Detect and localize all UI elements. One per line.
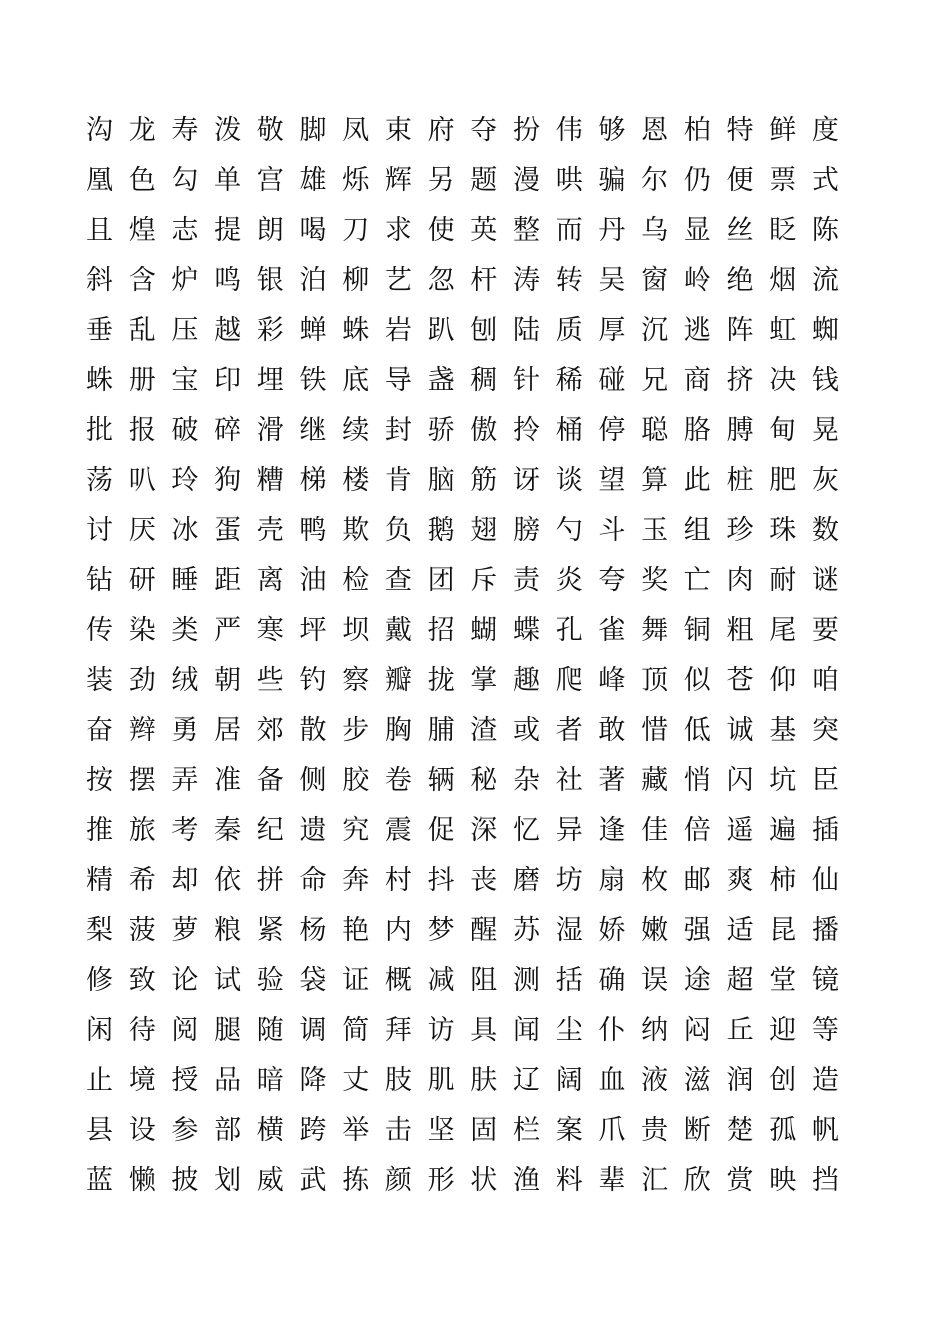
character-row: 县设参部横跨举击坚固栏案爪贵断楚孤帆 (86, 1115, 855, 1146)
character-row: 梨菠萝粮紧杨艳内梦醒苏湿娇嫩强适昆播 (86, 915, 855, 946)
character-row: 批报破碎滑继续封骄傲拎桶停聪胳膊甸晃 (86, 415, 855, 446)
character-row: 止境授品暗降丈肢肌肤辽阔血液滋润创造 (86, 1065, 855, 1096)
character-row: 奋辫勇居郊散步胸脯渣或者敢惜低诚基突 (86, 715, 855, 746)
character-row: 蓝懒披划威武拣颜形状渔料辈汇欣赏映挡 (86, 1165, 855, 1196)
character-row: 沟龙寿泼敬脚凤束府夺扮伟够恩柏特鲜度 (86, 115, 855, 146)
character-row: 闲待阅腿随调简拜访具闻尘仆纳闷丘迎等 (86, 1015, 855, 1046)
character-grid (86, 106, 876, 1206)
character-row: 斜含炉鸣银泊柳艺忽杆涛转吴窗岭绝烟流 (86, 265, 855, 296)
character-row: 推旅考秦纪遗究震促深忆异逢佳倍遥遍插 (86, 815, 855, 846)
character-row: 修致论试验袋证概减阻测括确误途超堂镜 (86, 965, 855, 996)
character-row: 精希却依拼命奔村抖丧磨坊扇枚邮爽柿仙 (86, 865, 855, 896)
character-row: 按摆弄准备侧胶卷辆秘杂社著藏悄闪坑臣 (86, 765, 855, 796)
character-row: 垂乱压越彩蝉蛛岩趴刨陆质厚沉逃阵虹蜘 (86, 315, 855, 346)
character-row: 凰色勾单宫雄烁辉另题漫哄骗尔仍便票式 (86, 165, 855, 196)
character-row: 蛛册宝印埋铁底导盏稠针稀碰兄商挤决钱 (86, 365, 855, 396)
character-row: 钻研睡距离油检查团斥责炎夸奖亡肉耐谜 (86, 565, 855, 596)
character-row: 且煌志提朗喝刀求使英整而丹乌显丝眨陈 (86, 215, 855, 246)
character-row: 装劲绒朝些钓察瓣拢掌趣爬峰顶似苍仰咱 (86, 665, 855, 696)
character-row: 传染类严寒坪坝戴招蝴蝶孔雀舞铜粗尾要 (86, 615, 855, 646)
character-row: 讨厌冰蛋壳鸭欺负鹅翅膀勺斗玉组珍珠数 (86, 515, 855, 546)
character-row: 荡叭玲狗糟梯楼肯脑筋讶谈望算此桩肥灰 (86, 465, 855, 496)
